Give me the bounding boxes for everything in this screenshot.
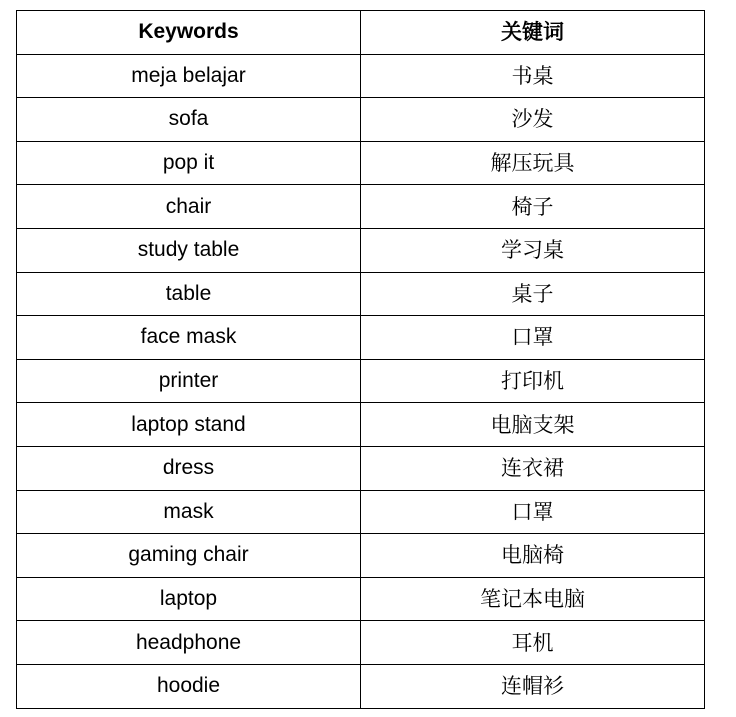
table-row [17,54,705,98]
chinese-keyword-cell: 口罩 [361,490,705,534]
chinese-keyword-cell: 电脑支架 [361,403,705,447]
chinese-keyword-cell: 打印机 [361,359,705,403]
keyword-cell: face mask [17,316,361,360]
chinese-keyword-cell: 椅子 [361,185,705,229]
keyword-cell: mask [17,490,361,534]
table-row [17,446,705,490]
table-row [17,664,705,708]
table-row [17,272,705,316]
keyword-cell: gaming chair [17,534,361,578]
chinese-keyword-cell: 连帽衫 [361,664,705,708]
keywords-table [16,10,705,709]
keyword-cell: pop it [17,141,361,185]
table-row [17,228,705,272]
chinese-keyword-cell: 学习桌 [361,228,705,272]
table-body [17,54,705,708]
table-row [17,141,705,185]
table-row [17,98,705,142]
keyword-cell: sofa [17,98,361,142]
chinese-keyword-cell: 耳机 [361,621,705,665]
keyword-cell: study table [17,228,361,272]
table-row [17,359,705,403]
table-row [17,490,705,534]
keyword-cell: dress [17,446,361,490]
chinese-keyword-cell: 解压玩具 [361,141,705,185]
keyword-cell: meja belajar [17,54,361,98]
chinese-keyword-cell: 连衣裙 [361,446,705,490]
keyword-cell: printer [17,359,361,403]
header-row [17,11,705,55]
table-row [17,403,705,447]
chinese-keyword-cell: 电脑椅 [361,534,705,578]
keyword-cell: laptop [17,577,361,621]
chinese-keyword-cell: 桌子 [361,272,705,316]
table-row [17,577,705,621]
chinese-keyword-cell: 书桌 [361,54,705,98]
header-keywords-chinese: 关键词 [361,11,705,55]
table-row [17,621,705,665]
keyword-cell: hoodie [17,664,361,708]
table-header [17,11,705,55]
keyword-cell: chair [17,185,361,229]
keyword-cell: laptop stand [17,403,361,447]
table-row [17,185,705,229]
keyword-cell: headphone [17,621,361,665]
chinese-keyword-cell: 笔记本电脑 [361,577,705,621]
chinese-keyword-cell: 口罩 [361,316,705,360]
table-row [17,534,705,578]
keyword-cell: table [17,272,361,316]
chinese-keyword-cell: 沙发 [361,98,705,142]
header-keywords: Keywords [17,11,361,55]
table-row [17,316,705,360]
